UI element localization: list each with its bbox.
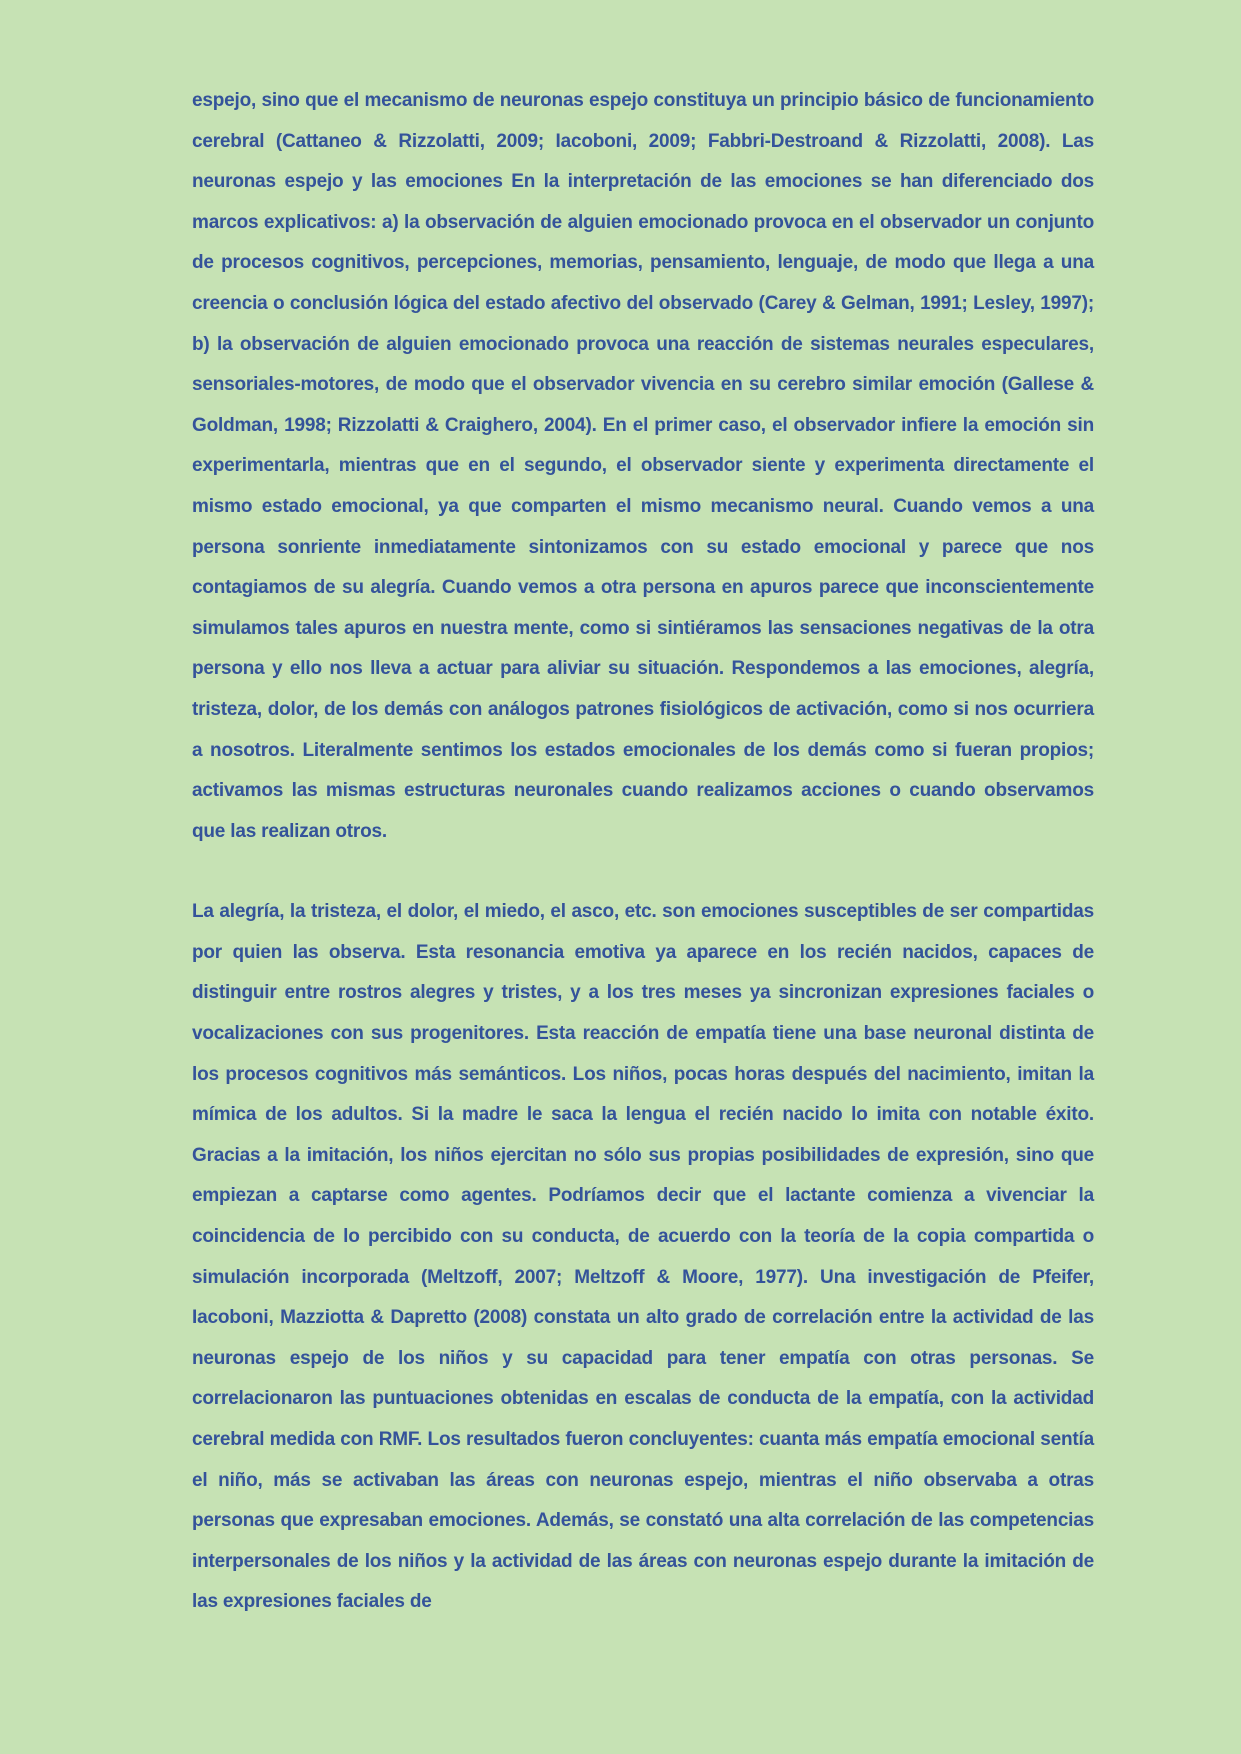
document-page [192,81,1094,1623]
paragraph-2: La alegría, la tristeza, el dolor, el miedo, el asco, etc. son emociones susceptibles de ser compartidas por quien las observa. Esta resonancia emotiva ya aparece en los recién nacidos, capaces de distinguir entre rostros alegres y tristes, y a los tres meses ya sincronizan expresiones faciales o vocalizaciones con sus progenitores. Esta reacción de empatía tiene una base neuronal distinta de los procesos cognitivos más semánticos. Los niños, pocas horas después del nacimiento, imitan la mímica de los adultos. Si la madre le saca la lengua el recién nacido lo imita con notable éxito. Gracias a la imitación, los niños ejercitan no sólo sus propias posibilidades de expresión, sino que empiezan a captarse como agentes. Podríamos decir que el lactante comienza a vivenciar la coincidencia de lo percibido con su conducta, de acuerdo con la teoría de la copia compartida o simulación incorporada (Meltzoff, 2007; Meltzoff & Moore, 1977). Una investigación de Pfeifer, Iacoboni, Mazziotta & Dapretto (2008) constata un alto grado de correlación entre la actividad de las neuronas espejo de los niños y su capacidad para tener empatía con otras personas. Se correlacionaron las puntuaciones obtenidas en escalas de conducta de la empatía, con la actividad cerebral medida con RMF. Los resultados fueron concluyentes: cuanta más empatía emocional sentía el niño, más se activaban las áreas con neuronas espejo, mientras el niño observaba a otras personas que expresaban emociones. Además, se constató una alta correlación de las competencias interpersonales de los niños y la actividad de las áreas con neuronas espejo durante la imitación de las expresiones faciales de [192,901,1094,1613]
paragraph-1: espejo, sino que el mecanismo de neuronas espejo constituya un principio básico de funcionamiento cerebral (Cattaneo & Rizzolatti, 2009; Iacoboni, 2009; Fabbri-Destroand & Rizzolatti, 2008). Las neuronas espejo y las emociones En la interpretación de las emociones se han diferenciado dos marcos explicativos: a) la observación de alguien emocionado provoca en el observador un conjunto de procesos cognitivos, percepciones, memorias, pensamiento, lenguaje, de modo que llega a una creencia o conclusión lógica del estado afectivo del observado (Carey & Gelman, 1991; Lesley, 1997); b) la observación de alguien emocionado provoca una reacción de sistemas neurales especulares, sensoriales-motores, de modo que el observador vivencia en su cerebro similar emoción (Gallese & Goldman, 1998; Rizzolatti & Craighero, 2004). En el primer caso, el observador infiere la emoción sin experimentarla, mientras que en el segundo, el observador siente y experimenta directamente el mismo estado emocional, ya que comparten el mismo mecanismo neural. Cuando vemos a una persona sonriente inmediatamente sintonizamos con su estado emocional y parece que nos contagiamos de su alegría. Cuando vemos a otra persona en apuros parece que inconscientemente simulamos tales apuros en nuestra mente, como si sintiéramos las sensaciones negativas de la otra persona y ello nos lleva a actuar para aliviar su situación. Respondemos a las emociones, alegría, tristeza, dolor, de los demás con análogos patrones fisiológicos de activación, como si nos ocurriera a nosotros. Literalmente sentimos los estados emocionales de los demás como si fueran propios; activamos las mismas estructuras neuronales cuando realizamos acciones o cuando observamos que las realizan otros. [192,90,1094,842]
